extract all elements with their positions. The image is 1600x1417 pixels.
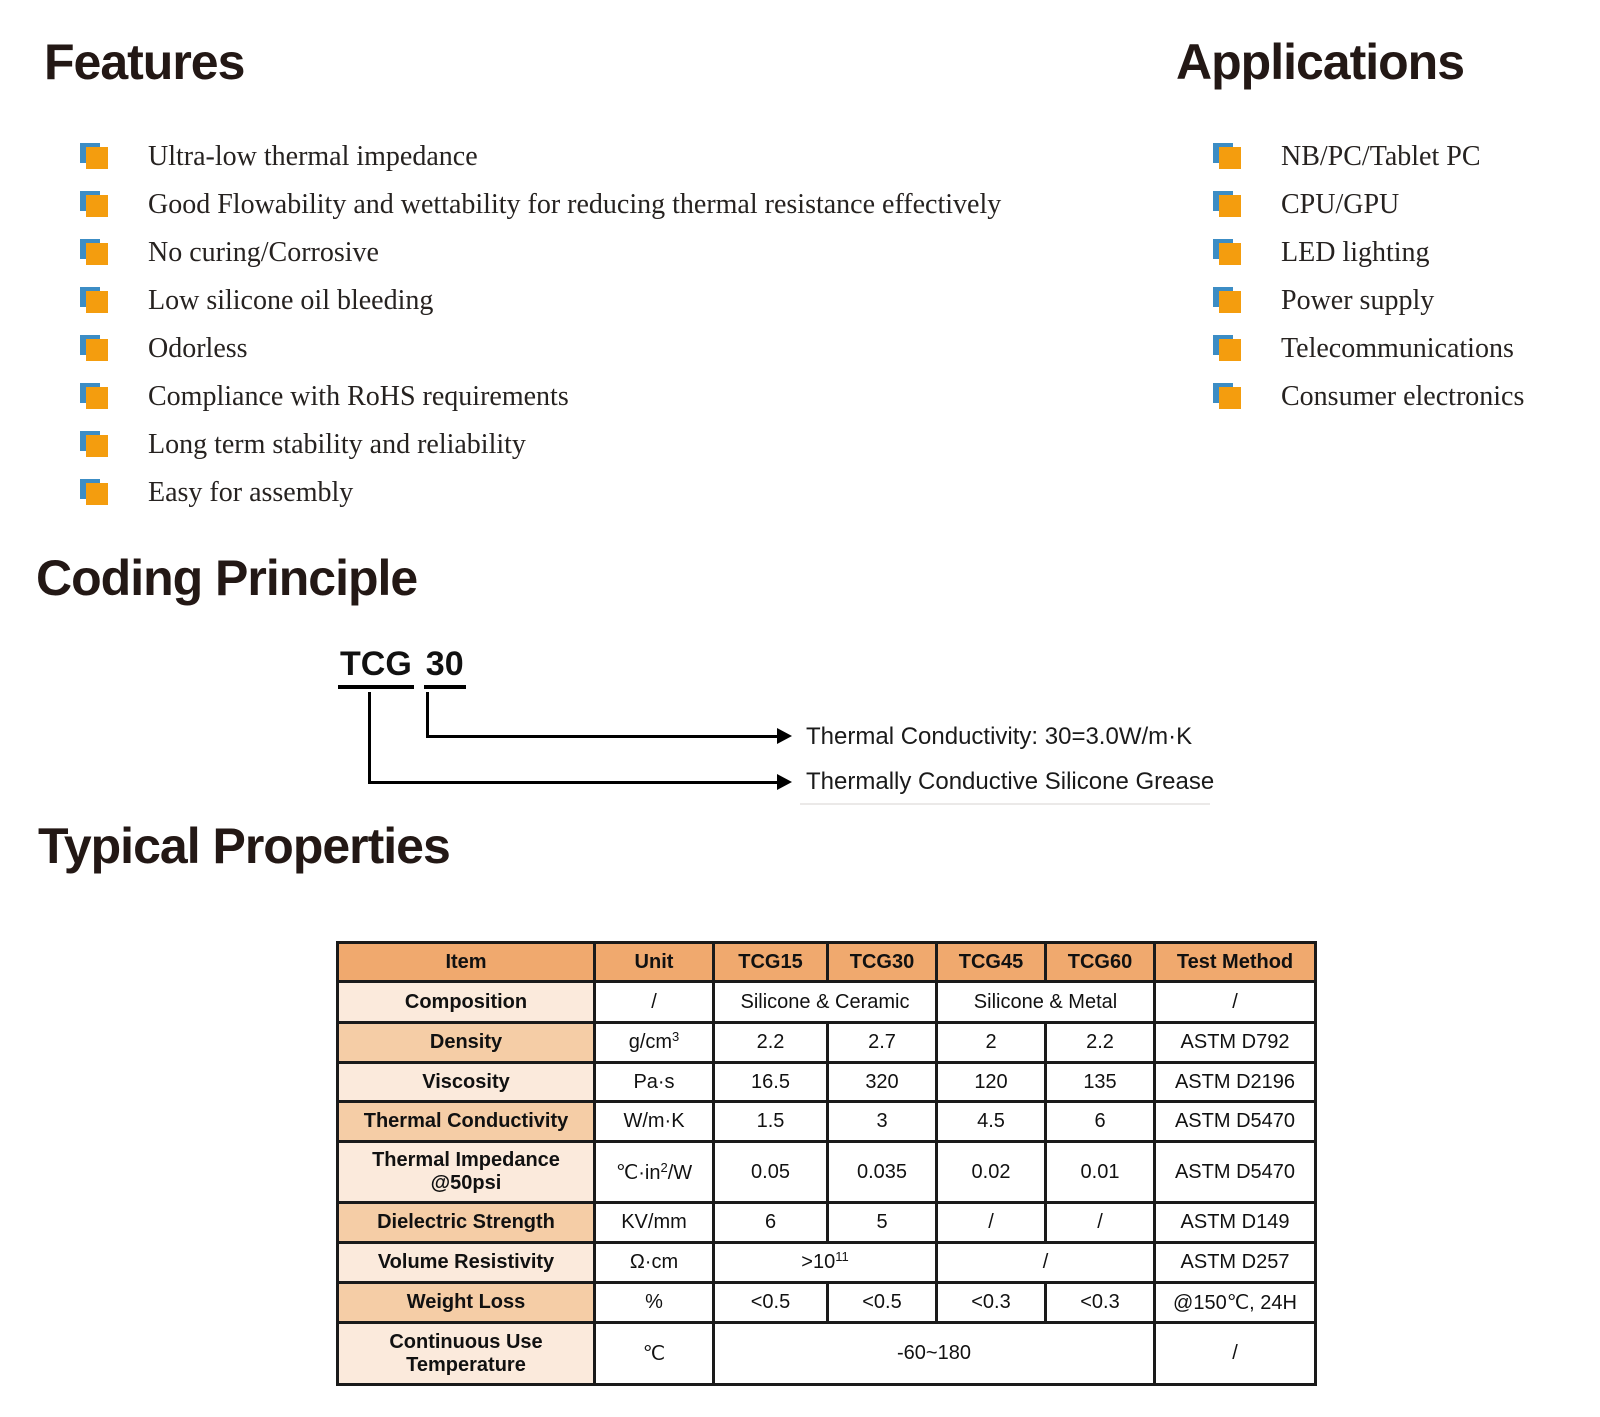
code-number: 30: [424, 644, 466, 689]
features-title: Features: [44, 34, 245, 90]
properties-table: [336, 941, 1317, 1386]
table-row-density: [338, 1023, 1316, 1063]
divider: [800, 803, 1210, 805]
cell-method: ASTM D5470: [1155, 1142, 1316, 1203]
cell-value: <0.5: [828, 1283, 937, 1323]
cell-unit: /: [595, 982, 714, 1023]
branch-label-thermal-conductivity: Thermal Conductivity: 30=3.0W/m·K: [806, 723, 1193, 750]
cell-method: ASTM D792: [1155, 1023, 1316, 1063]
cell-value: -60~180: [714, 1323, 1155, 1385]
square-bullet-icon: [80, 287, 108, 315]
cell-value: 6: [714, 1203, 828, 1243]
table-row-weight-loss: [338, 1283, 1316, 1323]
cell-unit: $℃\cdot in^2/W$: [595, 1142, 714, 1203]
cell-value: 2: [937, 1023, 1046, 1063]
col-header-tcg30: TCG30: [828, 943, 937, 982]
square-bullet-icon: [80, 335, 108, 363]
application-text: LED lighting: [1281, 237, 1430, 268]
cell-item: Dielectric Strength: [338, 1203, 595, 1243]
cell-item: Composition: [338, 982, 595, 1023]
code-prefix: TCG: [338, 644, 414, 689]
cell-value: <0.3: [1046, 1283, 1155, 1323]
cell-item: Viscosity: [338, 1063, 595, 1102]
cell-value: 2.2: [1046, 1023, 1155, 1063]
square-bullet-icon: [80, 431, 108, 459]
cell-value: <0.3: [937, 1283, 1046, 1323]
cell-item: Density: [338, 1023, 595, 1063]
square-bullet-icon: [1213, 143, 1241, 171]
branch-line-horizontal: [426, 735, 778, 738]
list-item: [80, 421, 1001, 469]
feature-text: Long term stability and reliability: [148, 429, 526, 460]
list-item: [1213, 133, 1524, 181]
col-header-item: Item: [338, 943, 595, 982]
table-row-continuous-use-temperature: [338, 1323, 1316, 1385]
cell-item: Volume Resistivity: [338, 1243, 595, 1283]
list-item: [80, 325, 1001, 373]
application-text: Consumer electronics: [1281, 381, 1525, 412]
table-row-dielectric-strength: [338, 1203, 1316, 1243]
cell-item: Weight Loss: [338, 1283, 595, 1323]
square-bullet-icon: [1213, 191, 1241, 219]
cell-method: /: [1155, 1323, 1316, 1385]
cell-value: 16.5: [714, 1063, 828, 1102]
cell-value: /: [937, 1203, 1046, 1243]
table-header-row: [338, 943, 1316, 982]
coding-principle-title: Coding Principle: [36, 550, 418, 606]
cell-value: Silicone & Metal: [937, 982, 1155, 1023]
list-item: [1213, 181, 1524, 229]
cell-unit: %: [595, 1283, 714, 1323]
cell-unit: W/m·K: [595, 1102, 714, 1142]
list-item: [80, 469, 1001, 517]
list-item: [80, 133, 1001, 181]
cell-value: Silicone & Ceramic: [714, 982, 937, 1023]
feature-text: Ultra-low thermal impedance: [148, 141, 478, 172]
square-bullet-icon: [1213, 383, 1241, 411]
table-row-composition: [338, 982, 1316, 1023]
cell-item: Thermal Impedance @50psi: [338, 1142, 595, 1203]
cell-method: ASTM D257: [1155, 1243, 1316, 1283]
cell-unit: ℃: [595, 1323, 714, 1385]
cell-value: 4.5: [937, 1102, 1046, 1142]
table-row-volume-resistivity: [338, 1243, 1316, 1283]
cell-value: 5: [828, 1203, 937, 1243]
square-bullet-icon: [1213, 335, 1241, 363]
cell-value: 0.01: [1046, 1142, 1155, 1203]
application-text: CPU/GPU: [1281, 189, 1400, 220]
branch-line-vertical: [426, 692, 429, 738]
arrow-right-icon: [777, 774, 792, 790]
cell-method: ASTM D5470: [1155, 1102, 1316, 1142]
cell-value: /: [937, 1243, 1155, 1283]
col-header-unit: Unit: [595, 943, 714, 982]
branch-line-vertical: [368, 692, 371, 784]
branch-label-silicone-grease: Thermally Conductive Silicone Grease: [806, 768, 1215, 795]
branch-line-horizontal: [368, 781, 778, 784]
cell-value: 0.05: [714, 1142, 828, 1203]
cell-item: Thermal Conductivity: [338, 1102, 595, 1142]
cell-method: /: [1155, 982, 1316, 1023]
cell-value: $>10^{11}$: [714, 1243, 937, 1283]
col-header-tcg60: TCG60: [1046, 943, 1155, 982]
feature-text: Odorless: [148, 333, 248, 364]
cell-value: /: [1046, 1203, 1155, 1243]
feature-text: Good Flowability and wettability for reducing thermal resistance effectively: [148, 189, 1002, 220]
list-item: [80, 229, 1001, 277]
cell-unit: $g/cm^3$: [595, 1023, 714, 1063]
cell-value: <0.5: [714, 1283, 828, 1323]
col-header-tcg15: TCG15: [714, 943, 828, 982]
application-text: Power supply: [1281, 285, 1435, 316]
features-list: [80, 133, 1001, 517]
cell-item: Continuous Use Temperature: [338, 1323, 595, 1385]
square-bullet-icon: [80, 479, 108, 507]
typical-properties-title: Typical Properties: [38, 818, 450, 874]
feature-text: Compliance with RoHS requirements: [148, 381, 569, 412]
cell-value: 2.2: [714, 1023, 828, 1063]
list-item: [1213, 373, 1524, 421]
product-code: [338, 644, 466, 689]
arrow-right-icon: [777, 728, 792, 744]
cell-method: ASTM D2196: [1155, 1063, 1316, 1102]
cell-method: @150℃, 24H: [1155, 1283, 1316, 1323]
cell-method: ASTM D149: [1155, 1203, 1316, 1243]
list-item: [1213, 277, 1524, 325]
applications-title: Applications: [1176, 34, 1465, 90]
cell-unit: Ω·cm: [595, 1243, 714, 1283]
table-row-thermal-conductivity: [338, 1102, 1316, 1142]
list-item: [80, 181, 1001, 229]
cell-value: 0.02: [937, 1142, 1046, 1203]
list-item: [80, 373, 1001, 421]
application-text: Telecommunications: [1281, 333, 1514, 364]
feature-text: No curing/Corrosive: [148, 237, 379, 268]
square-bullet-icon: [80, 239, 108, 267]
feature-text: Easy for assembly: [148, 477, 354, 508]
application-text: NB/PC/Tablet PC: [1281, 141, 1481, 172]
list-item: [80, 277, 1001, 325]
list-item: [1213, 229, 1524, 277]
cell-value: 1.5: [714, 1102, 828, 1142]
col-header-tcg45: TCG45: [937, 943, 1046, 982]
list-item: [1213, 325, 1524, 373]
cell-value: 0.035: [828, 1142, 937, 1203]
square-bullet-icon: [80, 191, 108, 219]
cell-value: 120: [937, 1063, 1046, 1102]
cell-unit: Pa·s: [595, 1063, 714, 1102]
cell-value: 6: [1046, 1102, 1155, 1142]
square-bullet-icon: [80, 143, 108, 171]
col-header-test-method: Test Method: [1155, 943, 1316, 982]
cell-value: 3: [828, 1102, 937, 1142]
cell-value: 320: [828, 1063, 937, 1102]
square-bullet-icon: [1213, 287, 1241, 315]
square-bullet-icon: [1213, 239, 1241, 267]
feature-text: Low silicone oil bleeding: [148, 285, 434, 316]
cell-unit: KV/mm: [595, 1203, 714, 1243]
cell-value: 135: [1046, 1063, 1155, 1102]
applications-list: [1213, 133, 1524, 421]
square-bullet-icon: [80, 383, 108, 411]
table-row-viscosity: [338, 1063, 1316, 1102]
cell-value: 2.7: [828, 1023, 937, 1063]
table-row-thermal-impedance: [338, 1142, 1316, 1203]
